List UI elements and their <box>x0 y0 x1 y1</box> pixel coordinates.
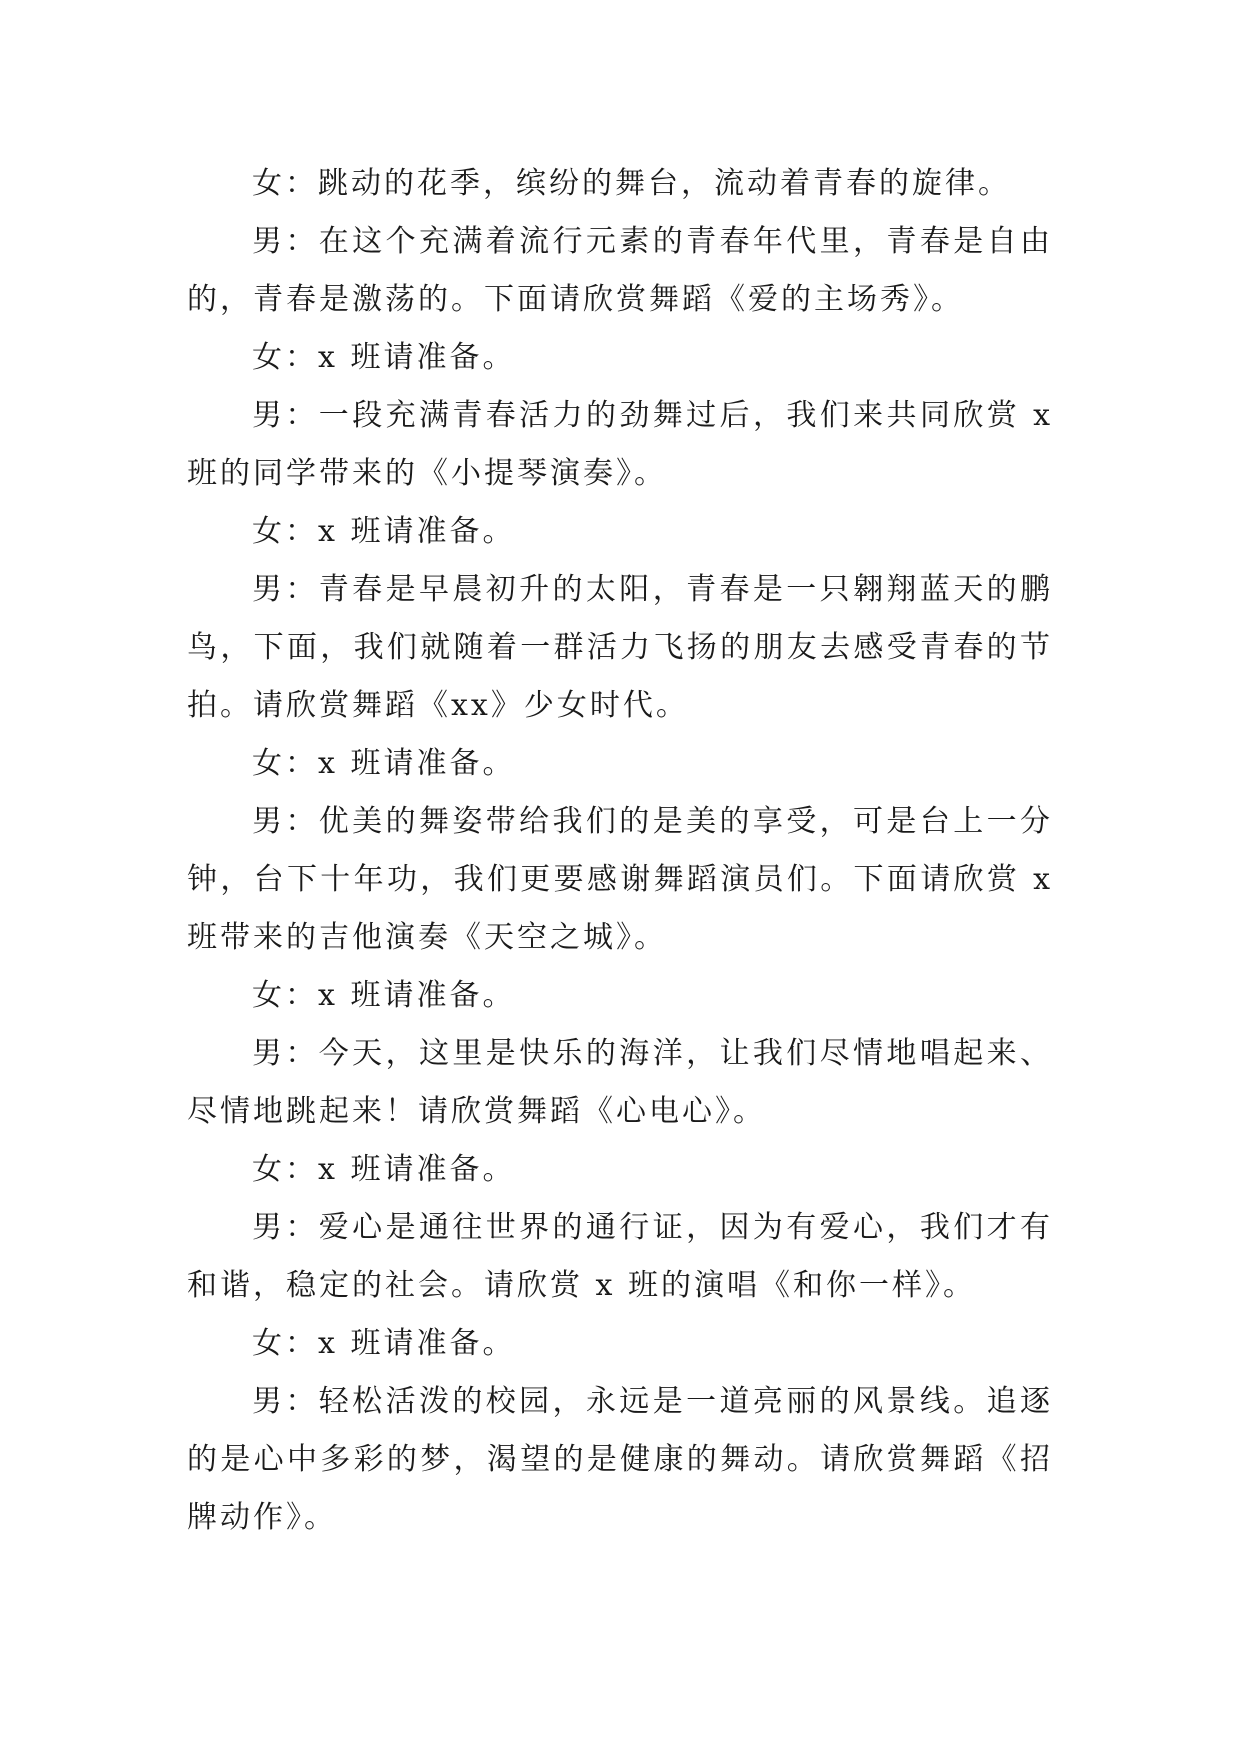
paragraph-6: 男：青春是早晨初升的太阳，青春是一只翱翔蓝天的鹏鸟，下面，我们就随着一群活力飞扬的朋友去感受青春的节拍。请欣赏舞蹈《xx》少女时代。 <box>187 572 1053 723</box>
paragraph-8: 男：优美的舞姿带给我们的是美的享受，可是台上一分钟，台下十年功，我们更要感谢舞蹈演员们。下面请欣赏 x 班带来的吉他演奏《天空之城》。 <box>187 804 1053 955</box>
paragraph-5: 女：x 班请准备。 <box>252 514 516 549</box>
paragraph-7: 女：x 班请准备。 <box>252 746 516 781</box>
paragraph-3: 女：x 班请准备。 <box>252 340 516 375</box>
paragraph-13: 女：x 班请准备。 <box>252 1326 516 1361</box>
script-body <box>187 155 1053 1547</box>
paragraph-9: 女：x 班请准备。 <box>252 978 516 1013</box>
paragraph-11: 女：x 班请准备。 <box>252 1152 516 1187</box>
paragraph-4: 男：一段充满青春活力的劲舞过后，我们来共同欣赏 x 班的同学带来的《小提琴演奏》。 <box>187 398 1053 491</box>
paragraph-1: 女：跳动的花季，缤纷的舞台，流动着青春的旋律。 <box>252 166 1011 201</box>
paragraph-10: 男：今天，这里是快乐的海洋，让我们尽情地唱起来、尽情地跳起来！请欣赏舞蹈《心电心》。 <box>187 1036 1053 1129</box>
paragraph-12: 男：爱心是通往世界的通行证，因为有爱心，我们才有和谐，稳定的社会。请欣赏 x 班的演唱《和你一样》。 <box>187 1210 1053 1303</box>
paragraph-14: 男：轻松活泼的校园，永远是一道亮丽的风景线。追逐的是心中多彩的梦，渴望的是健康的舞动。请欣赏舞蹈《招牌动作》。 <box>187 1384 1053 1535</box>
paragraph-2: 男：在这个充满着流行元素的青春年代里，青春是自由的，青春是激荡的。下面请欣赏舞蹈《爱的主场秀》。 <box>187 224 1053 317</box>
